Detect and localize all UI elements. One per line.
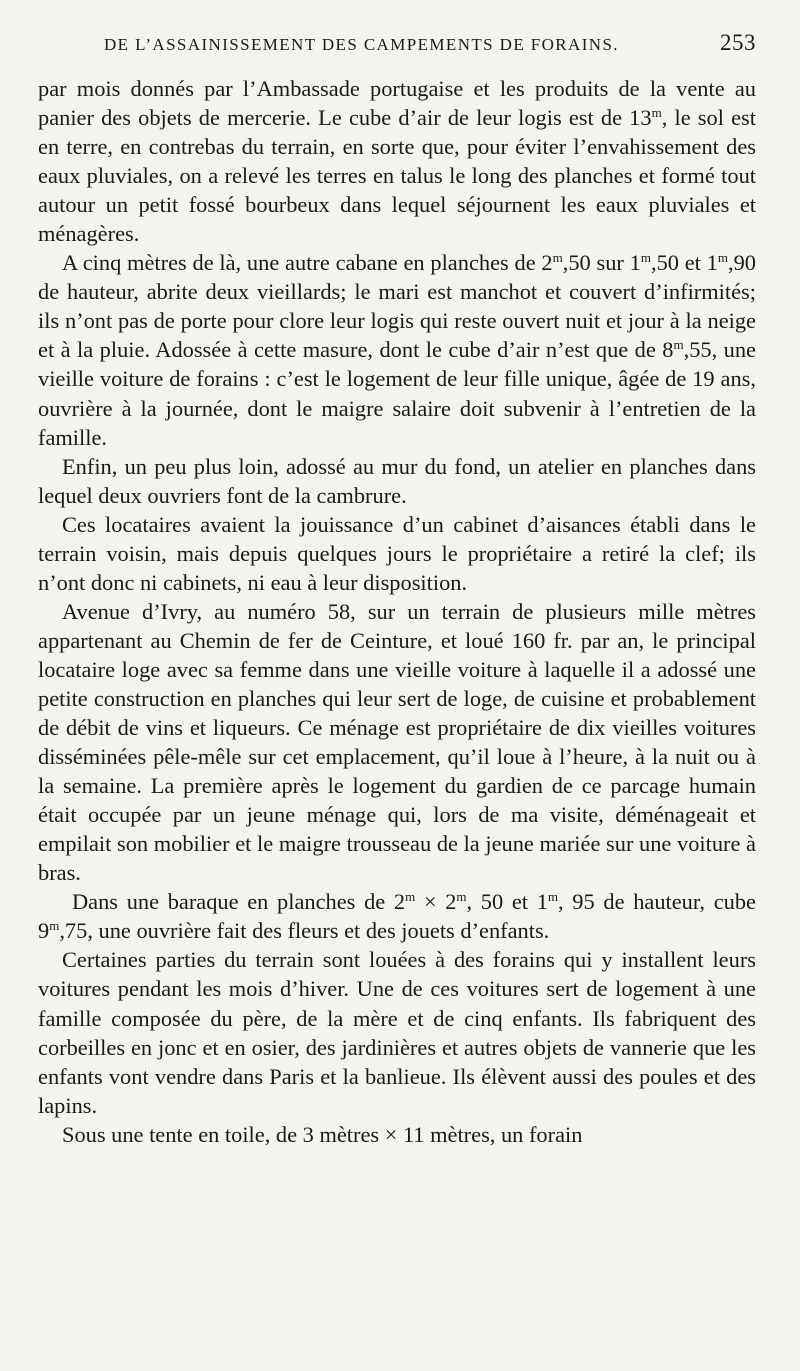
paragraph: Enfin, un peu plus loin, adossé au mur du fond, un atelier en planches dans lequel deux ouvriers font de la cambrure.	[38, 453, 756, 508]
paragraph: A cinq mètres de là, une autre cabane en planches de 2$^m$,50 sur 1$^m$,50 et 1$^m$,90 de hauteur, abrite deux vieillards; le mari est manchot et couvert d’infirmités; ils n’ont pas de porte pour clore leur logis qui reste ouvert nuit et jour à la neige et à la pluie. Adossée à cette masure, dont le cube d’air n’est que de 8$^m$,55, une vieille voiture de forains : c’est le logement de leur fille unique, âgée de 19 ans, ouvrière à la journée, dont le maigre salaire doit subvenir à l’entretien de la famille.	[38, 250, 756, 450]
paragraph: Certaines parties du terrain sont louées à des forains qui y installent leurs voitures pendant les mois d’hiver. Une de ces voitures sert de logement à une famille composée du père, de la mère et de cinq enfants. Ils fabriquent des corbeilles en jonc et en osier, des jardinières et autres objets de vannerie que les enfants vont vendre dans Paris et la banlieue. Ils élèvent aussi des poules et des lapins.	[38, 947, 756, 1118]
paragraph: Avenue d’Ivry, au numéro 58, sur un terrain de plusieurs mille mètres appartenant au Chemin de fer de Ceinture, et loué 160 fr. par an, le principal locataire loge avec sa femme dans une vieille voiture à laquelle il a adossé une petite construction en planches qui leur sert de loge, de cuisine et probablement de débit de vins et liqueurs. Ce ménage est propriétaire de dix vieilles voitures disséminées pêle-mêle sur cet emplacement, qu’il loue à l’heure, à la nuit ou à la semaine. La première après le logement du gardien de ce parcage humain était occupée par un jeune ménage qui, lors de ma visite, déménageait et empilait son mobilier et le maigre trousseau de la jeune mariée sur une voiture à bras.	[38, 598, 756, 886]
paragraph: Ces locataires avaient la jouissance d’un cabinet d’aisances établi dans le terrain voisin, mais depuis quelques jours le propriétaire a retiré la clef; ils n’ont donc ni cabinets, ni eau à leur disposition.	[38, 511, 756, 595]
paragraph: Sous une tente en toile, de 3 mètres × 11 mètres, un forain	[62, 1121, 583, 1147]
paragraph: Dans une baraque en planches de $2^m \times 2^m$, 50 et 1$^m$, 95 de hauteur, cube 9$^m$,75, une ouvrière fait des fleurs et des jouets d’enfants.	[38, 889, 756, 944]
running-title: DE L’ASSAINISSEMENT DES CAMPEMENTS DE FORAINS.	[104, 35, 619, 54]
page-number: 253	[720, 30, 756, 55]
paragraph: par mois donnés par l’Ambassade portugaise et les produits de la vente au panier des objets de mercerie. Le cube d’air de leur logis est de 13$^m$, le sol est en terre, en contrebas du terrain, en sorte que, pour éviter l’envahissement des eaux pluviales, on a relevé les terres en talus le long des planches et formé tout autour un petit fossé bourbeux dans lequel séjournent les eaux pluviales et ménagères.	[38, 76, 756, 247]
running-header	[38, 30, 756, 74]
body-text	[38, 74, 756, 1149]
